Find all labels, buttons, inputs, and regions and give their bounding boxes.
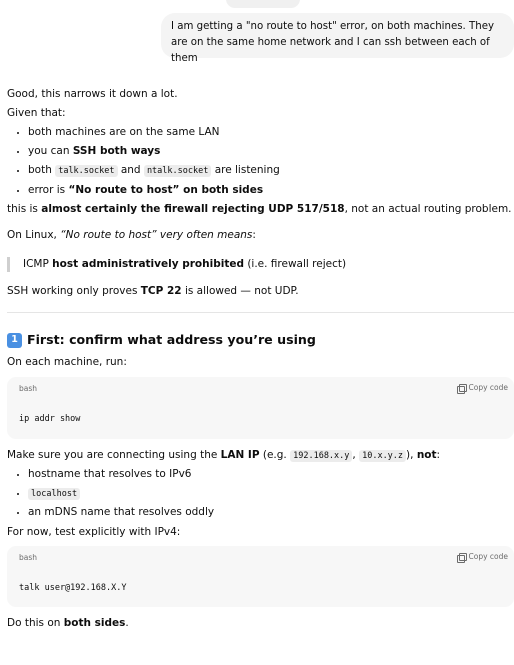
list-item	[28, 465, 514, 484]
list-item-text: both machines are on the same LAN	[28, 126, 220, 139]
assistant-answer	[7, 87, 514, 631]
text-span: (i.e. firewall reject)	[243, 257, 347, 270]
conclusion-text	[7, 202, 514, 217]
on-each-text: On each machine, run:	[7, 356, 127, 369]
text-span: SSH working only proves	[7, 284, 141, 297]
list-item-text: hostname that resolves to IPv6	[28, 467, 192, 480]
bold-span: not	[416, 448, 437, 461]
code-block	[7, 546, 514, 607]
text-span: ),	[406, 448, 417, 461]
avoid-list	[7, 465, 514, 522]
code-content: ip addr show	[19, 413, 81, 424]
copy-code-label: Copy code	[468, 382, 508, 392]
connect-text	[7, 448, 514, 463]
list-item-text: both	[28, 163, 56, 176]
text-span: :	[436, 448, 441, 461]
list-item	[28, 503, 514, 522]
copy-code-button[interactable]	[457, 383, 509, 394]
quote-text	[23, 257, 514, 272]
code-language-label: bash	[19, 383, 38, 393]
list-item	[28, 181, 514, 200]
copy-icon	[457, 553, 466, 562]
intro-text: Good, this narrows it down a lot.	[7, 88, 178, 100]
section-heading	[7, 331, 514, 349]
list-item-text: and	[117, 163, 144, 176]
given-that-text: Given that:	[7, 107, 66, 120]
code-language-label: bash	[19, 553, 38, 563]
text-span: (e.g.	[259, 448, 291, 461]
bold-span: LAN IP	[220, 448, 260, 461]
divider	[7, 312, 514, 313]
text-span: ICMP	[23, 257, 53, 270]
ssh-text	[7, 284, 514, 299]
copy-code-label: Copy code	[468, 552, 508, 562]
inline-code: 192.168.x.y	[290, 450, 352, 462]
text-span: is allowed — not UDP.	[181, 284, 299, 297]
text-span: Do this on	[7, 617, 64, 630]
inline-code: 10.x.y.z	[359, 450, 406, 462]
copy-icon	[457, 384, 466, 393]
user-message-bubble	[161, 13, 514, 64]
user-message-text: I am getting a "no route to host" error, on both machines. They are on the same home network and I can ssh between each of them	[171, 21, 494, 64]
text-span: .	[125, 617, 129, 630]
inline-code: ntalk.socket	[144, 165, 211, 177]
italic-span: “No route to host” very often means	[60, 229, 253, 242]
list-item-text: an mDNS name that resolves oddly	[28, 506, 215, 519]
text-span: :	[252, 229, 256, 242]
copy-code-button[interactable]	[457, 552, 509, 563]
bold-span: TCP 22	[140, 284, 182, 297]
text-span: Make sure you are connecting using the	[7, 448, 221, 461]
inline-code: talk.socket	[55, 165, 117, 177]
list-item-bold: SSH both ways	[72, 145, 161, 158]
bold-span: both sides	[63, 617, 126, 630]
bold-span: host administratively prohibited	[52, 257, 244, 270]
text-span: , not an actual routing problem.	[344, 203, 512, 216]
text-span: ,	[352, 448, 360, 461]
list-item-text: you can	[28, 145, 73, 158]
section-heading-text: First: confirm what address you’re using	[27, 332, 316, 348]
list-item	[28, 123, 514, 142]
keycap-one-icon: 1	[7, 333, 22, 348]
text-span: On Linux,	[7, 229, 61, 242]
text-span: this is	[7, 203, 42, 216]
bold-span: almost certainly the firewall rejecting UDP 517/518	[41, 203, 345, 216]
list-item	[28, 161, 514, 181]
list-item	[28, 484, 514, 504]
list-item-text: are listening	[211, 163, 280, 176]
previous-message-stub	[226, 0, 300, 8]
linux-text	[7, 228, 514, 243]
for-now-text: For now, test explicitly with IPv4:	[7, 525, 181, 538]
inline-code: localhost	[28, 488, 80, 500]
code-block	[7, 377, 514, 439]
list-item-bold: “No route to host” on both sides	[68, 183, 264, 196]
list-item	[28, 142, 514, 161]
blockquote	[7, 257, 514, 272]
given-list	[7, 123, 514, 199]
code-content: talk user@192.168.X.Y	[19, 583, 127, 594]
list-item-text: error is	[28, 183, 69, 196]
do-this-text	[7, 616, 514, 631]
